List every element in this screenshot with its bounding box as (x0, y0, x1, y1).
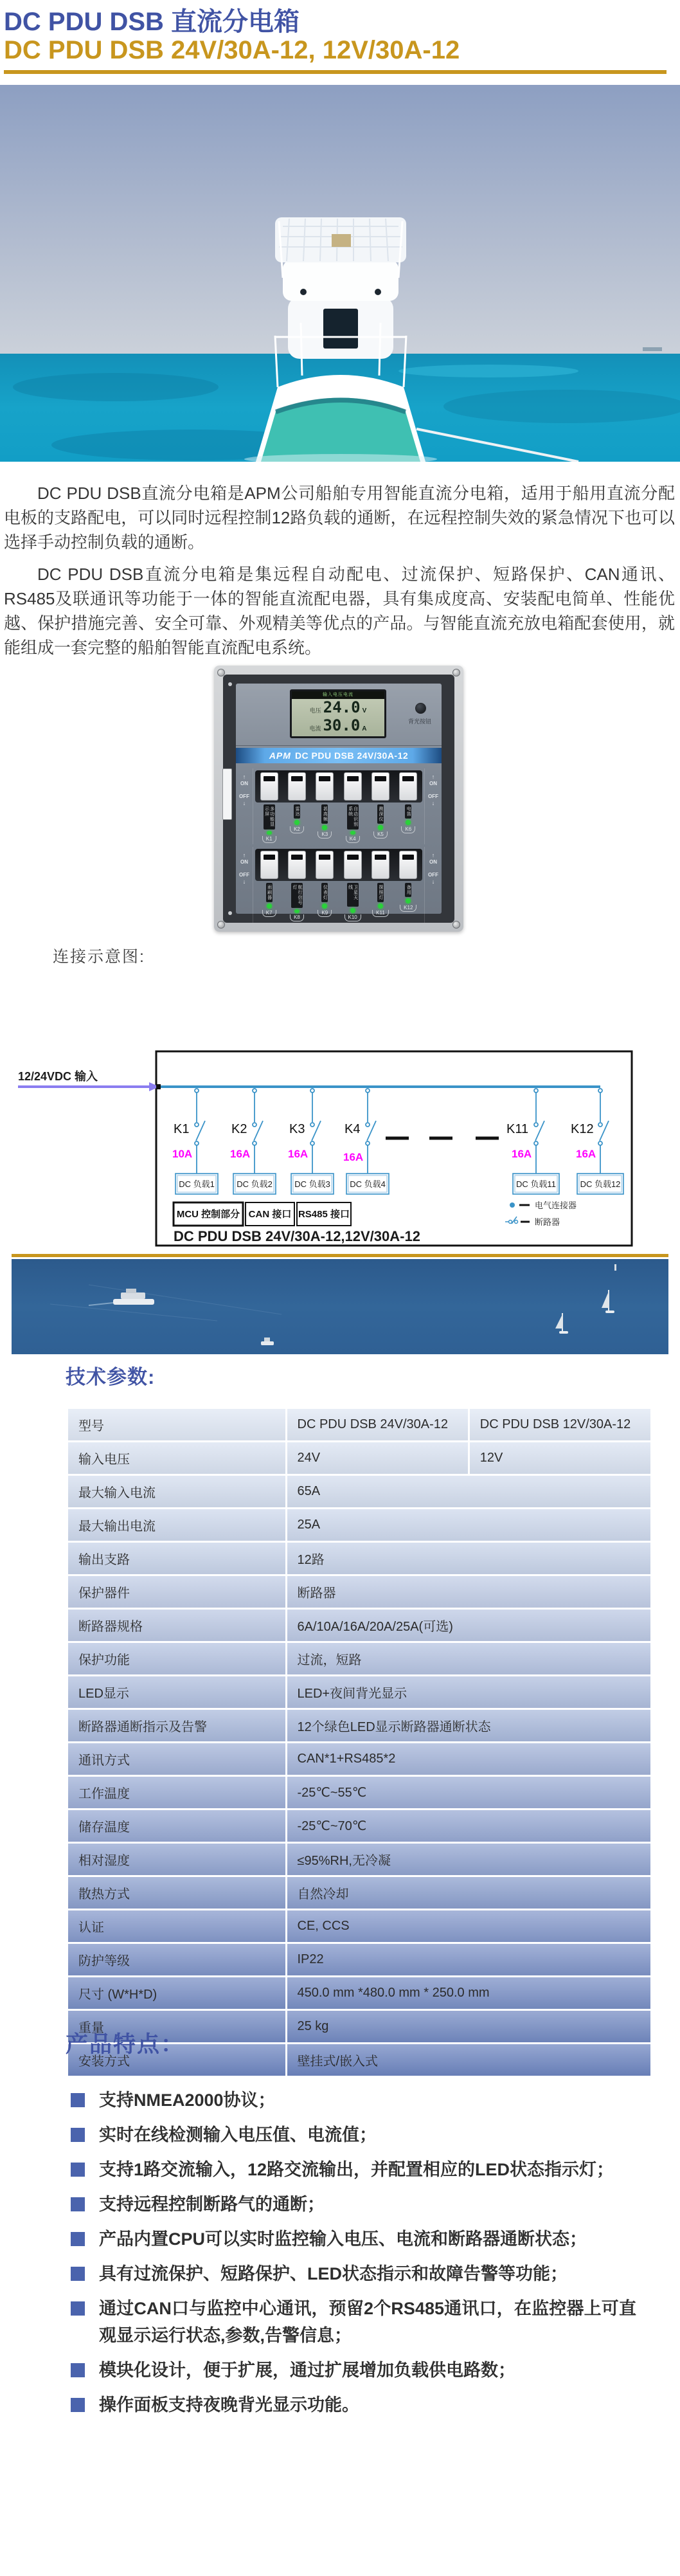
spec-value: CAN*1+RS485*2 (287, 1743, 651, 1775)
table-row (68, 1643, 650, 1674)
list-item (71, 2260, 636, 2287)
spec-value: 断路器 (287, 1576, 651, 1608)
backlight-button-label: 背光按钮 (407, 718, 431, 725)
features-heading: 产品特点： (66, 2032, 185, 2057)
can-box-label: CAN 接口 (248, 1209, 292, 1220)
diagram-title: DC PDU DSB 24V/30A-12,12V/30A-12 (174, 1228, 420, 1244)
feature-text: 产品内置CPU可以实时监控输入电压、电流和断路器通断状态； (99, 2229, 587, 2249)
up-arrow-icon: ↑ (242, 774, 246, 780)
breaker-switch (344, 772, 362, 801)
display-section (236, 684, 442, 746)
feature-text: 支持远程控制断路气的通断； (99, 2195, 325, 2214)
breaker-id: K1 (262, 836, 276, 843)
table-row (68, 1877, 650, 1909)
breaker-id: K3 (318, 831, 332, 839)
label-slot (222, 768, 232, 820)
breaker-switch (399, 851, 417, 879)
specs-table (66, 1407, 652, 2078)
bullet-square-icon (71, 2093, 85, 2107)
spec-value: 12个绿色LED显示断路器通断状态 (287, 1710, 651, 1741)
breaker-id: K6 (401, 826, 415, 833)
spec-value: ≤95%RH,无冷凝 (287, 1844, 651, 1875)
on-label: ON (429, 781, 437, 786)
voltage-value: 24.0 (323, 698, 361, 716)
led-indicator (322, 825, 327, 830)
breaker-row-1 (236, 768, 442, 844)
screw-icon (228, 682, 232, 686)
branch-name: K2 (231, 1122, 247, 1136)
intro-paragraph-2: DC PDU DSB直流分电箱是集远程自动配电、过流保护、短路保护、CAN通讯、RS485及联通讯等功能于一体的智能直流配电器，具有集成度高、安装配电简单、性能优越、保护措施完善、安全可靠、外观精美等优点的产品。与智能直流充放电箱配套使用，就能组成一套完整的船舶智能直流配电系统。 (4, 565, 675, 657)
features-list (71, 2087, 636, 2426)
breaker-switch (260, 851, 278, 879)
breaker-id: K2 (290, 826, 304, 833)
branch-amp: 16A (343, 1151, 364, 1163)
table-row (68, 1476, 650, 1507)
load-tag: 甚高频 (321, 804, 328, 824)
breaker-switch (316, 772, 334, 801)
breaker-id: K4 (346, 836, 360, 843)
breaker-row-2 (236, 847, 442, 923)
table-row (68, 1543, 650, 1574)
down-arrow-icon: ↓ (242, 800, 246, 806)
branch-name: K12 (571, 1122, 594, 1136)
breaker-switch (260, 772, 278, 801)
branch-amp: 16A (512, 1148, 532, 1160)
led-indicator (267, 903, 272, 909)
list-item (71, 2087, 636, 2114)
rs485-box-label: RS485 接口 (298, 1209, 350, 1220)
spec-value: 自然冷却 (287, 1877, 651, 1909)
load-label: DC 负载11 (516, 1179, 556, 1189)
off-label: OFF (428, 794, 438, 799)
spec-value: -25℃~55℃ (287, 1777, 651, 1808)
page-title: DC PDU DSB 直流分电箱 (4, 8, 300, 36)
load-tag: 航行信号灯 (291, 883, 303, 908)
spec-value: 25 kg (287, 2011, 651, 2042)
led-indicator (267, 831, 272, 835)
bullet-square-icon (71, 2363, 85, 2377)
backlight-button (415, 703, 426, 714)
bullet-square-icon (71, 2163, 85, 2177)
device-face (236, 684, 442, 920)
bullet-square-icon (71, 2128, 85, 2142)
spec-label: 重量 (68, 2011, 285, 2042)
load-tag: 雷达 (294, 804, 300, 819)
breaker-id: K5 (373, 831, 388, 839)
load-tag: 备用 (405, 883, 411, 897)
spec-label: 最大输入电流 (68, 1476, 285, 1507)
list-item (71, 2191, 636, 2218)
screw-icon (452, 669, 460, 676)
on-label: ON (240, 781, 248, 786)
breaker-switch (288, 772, 306, 801)
diagram-input-label: 12/24VDC 输入 (18, 1070, 98, 1083)
off-label: OFF (239, 872, 249, 878)
list-item (71, 2357, 636, 2384)
table-row (68, 1844, 650, 1875)
bullet-square-icon (71, 2267, 85, 2281)
led-indicator (350, 831, 355, 835)
on-label: ON (429, 859, 437, 865)
spec-value: 壁挂式/嵌入式 (287, 2044, 651, 2076)
up-arrow-icon: ↑ (242, 852, 246, 858)
screw-icon (452, 921, 460, 929)
breaker-id: K12 (400, 905, 416, 912)
spec-label: 尺寸 (W*H*D) (68, 1977, 285, 2009)
lcd-display (290, 689, 386, 738)
branch-name: K11 (506, 1122, 529, 1136)
load-tag: 测深仪 (377, 804, 384, 824)
breaker-switch (371, 851, 389, 879)
ocean-banner-image (12, 1259, 668, 1354)
breaker-id: K11 (372, 910, 389, 917)
load-label: DC 负载1 (179, 1179, 215, 1189)
up-arrow-icon: ↑ (431, 774, 435, 780)
spec-value: LED+夜间背光显示 (287, 1676, 651, 1708)
load-tag: 探照灯 (377, 883, 384, 902)
spec-value: 12V (470, 1442, 650, 1474)
current-label: 电流 (309, 725, 321, 732)
load-tag: 雨刷器 (266, 883, 273, 902)
spec-label: 断路器通断指示及告警 (68, 1710, 285, 1741)
led-indicator (378, 903, 383, 909)
spec-label: LED显示 (68, 1676, 285, 1708)
branch-amp: 16A (576, 1148, 596, 1160)
spec-label: 储存温度 (68, 1810, 285, 1842)
feature-text: 支持NMEA2000协议； (99, 2091, 276, 2110)
table-row (68, 1777, 650, 1808)
led-indicator (406, 820, 411, 825)
branch-name: K3 (289, 1122, 305, 1136)
table-row (68, 1810, 650, 1842)
list-item (71, 2295, 636, 2349)
spec-label: 相对湿度 (68, 1844, 285, 1875)
spec-value: DC PDU DSB 12V/30A-12 (470, 1409, 650, 1440)
spec-label: 保护器件 (68, 1576, 285, 1608)
spec-value: 65A (287, 1476, 651, 1507)
list-item (71, 2156, 636, 2183)
hero-boat-image (0, 85, 680, 462)
spec-label: 输出支路 (68, 1543, 285, 1574)
load-label: DC 负载12 (580, 1179, 621, 1189)
device-photo (214, 666, 463, 932)
branch-amp: 10A (172, 1148, 193, 1160)
spec-value: 12路 (287, 1543, 651, 1574)
specs-heading: 技术参数: (66, 1366, 156, 1388)
led-indicator (294, 820, 300, 825)
table-row (68, 1442, 650, 1474)
lcd-header: 输入电压电流 (292, 691, 384, 699)
breaker-id: K9 (318, 910, 332, 917)
branch-name: K1 (174, 1122, 190, 1136)
load-tag: 多功能显示屏 (264, 804, 275, 830)
feature-text: 支持1路交流输入，12路交流输出，并配置相应的LED状态指示灯； (99, 2160, 614, 2179)
load-label: DC 负载3 (294, 1179, 330, 1189)
spec-label: 安装方式 (68, 2044, 285, 2076)
spec-label: 认证 (68, 1910, 285, 1942)
table-row (68, 1610, 650, 1641)
off-label: OFF (428, 872, 438, 878)
feature-text: 实时在线检测输入电压值、电流值； (99, 2125, 377, 2145)
load-label: DC 负载2 (237, 1179, 273, 1189)
spec-label: 断路器规格 (68, 1610, 285, 1641)
spec-value: 24V (287, 1442, 468, 1474)
screw-icon (217, 921, 225, 929)
list-item (71, 2391, 636, 2418)
spec-value: 过流，短路 (287, 1643, 651, 1674)
connection-diagram (0, 1042, 680, 1258)
spec-label: 输入电压 (68, 1442, 285, 1474)
spec-value: DC PDU DSB 24V/30A-12 (287, 1409, 468, 1440)
list-item (71, 2226, 636, 2253)
intro-paragraph-1: DC PDU DSB直流分电箱是APM公司船舶专用智能直流分电箱，适用于船用直流分配电板的支路配电，可以同时远程控制12路负载的通断，在远程控制失效的紧急情况下也可以选择手动控制负载的通断。 (4, 484, 675, 552)
diagram-heading: 连接示意图: (53, 948, 145, 966)
load-tag: 卫星天线 (347, 883, 359, 907)
led-indicator (350, 908, 355, 913)
spec-label: 防护等级 (68, 1944, 285, 1975)
spec-label: 通讯方式 (68, 1743, 285, 1775)
intro-text (4, 481, 675, 667)
spec-value: CE, CCS (287, 1910, 651, 1942)
current-value: 30.0 (323, 716, 361, 734)
feature-text: 操作面板支持夜晚背光显示功能。 (99, 2395, 359, 2415)
voltage-unit: V (362, 707, 367, 714)
spec-label: 散热方式 (68, 1877, 285, 1909)
breaker-id: K8 (290, 914, 304, 921)
bullet-square-icon (71, 2232, 85, 2246)
bullet-square-icon (71, 2301, 85, 2316)
list-item (71, 2121, 636, 2148)
gold-divider (12, 1254, 668, 1257)
feature-text: 模块化设计，便于扩展，通过扩展增加负载供电路数； (99, 2361, 515, 2380)
model-stripe-text: DC PDU DSB 24V/30A-12 (294, 750, 409, 761)
bullet-square-icon (71, 2197, 85, 2211)
breaker-id: K10 (344, 914, 361, 921)
on-label: ON (240, 859, 248, 865)
down-arrow-icon: ↓ (431, 800, 435, 806)
table-row (68, 1676, 650, 1708)
branch-name: K4 (344, 1122, 361, 1136)
feature-text: 具有过流保护、短路保护、LED状态指示和故障告警等功能； (99, 2264, 568, 2283)
led-indicator (322, 903, 327, 909)
led-indicator (378, 825, 383, 830)
breaker-id: K7 (262, 910, 276, 917)
voltage-label: 电压 (309, 707, 321, 714)
down-arrow-icon: ↓ (431, 878, 435, 885)
load-label: DC 负载4 (350, 1179, 386, 1189)
spec-value: 450.0 mm *480.0 mm * 250.0 mm (287, 1977, 651, 2009)
breaker-switch (399, 772, 417, 801)
spec-label: 型号 (68, 1409, 285, 1440)
breaker-switch (288, 851, 306, 879)
led-indicator (294, 909, 300, 914)
mcu-box-label: MCU 控制部分 (176, 1209, 240, 1220)
down-arrow-icon: ↓ (242, 878, 246, 885)
table-row (68, 1910, 650, 1942)
load-tag: 电笛 (405, 804, 411, 819)
current-unit: A (362, 725, 367, 732)
table-row (68, 1509, 650, 1541)
page-subtitle: DC PDU DSB 24V/30A-12, 12V/30A-12 (4, 36, 667, 74)
branch-amp: 16A (288, 1148, 309, 1160)
breaker-switch (344, 851, 362, 879)
off-label: OFF (239, 794, 249, 799)
branch-amp: 16A (230, 1148, 251, 1160)
legend-connector-label: 电气连接器 (535, 1201, 577, 1210)
spec-label: 最大输出电流 (68, 1509, 285, 1541)
spec-value: 25A (287, 1509, 651, 1541)
table-row (68, 1743, 650, 1775)
table-row (68, 1409, 650, 1440)
up-arrow-icon: ↑ (431, 852, 435, 858)
bullet-square-icon (71, 2398, 85, 2412)
spec-value: 6A/10A/16A/20A/25A(可选) (287, 1610, 651, 1641)
screw-icon (228, 911, 232, 915)
table-row (68, 1576, 650, 1608)
brand-logo: APM (269, 750, 291, 761)
table-row (68, 1944, 650, 1975)
table-row (68, 1710, 650, 1741)
spec-label: 保护功能 (68, 1643, 285, 1674)
spec-label: 工作温度 (68, 1777, 285, 1808)
spec-value: -25℃~70℃ (287, 1810, 651, 1842)
load-tag: 仪表灯 (321, 883, 328, 902)
legend-breaker-label: 断路器 (535, 1217, 560, 1227)
breaker-switch (371, 772, 389, 801)
breaker-switch (316, 851, 334, 879)
feature-text: 通过CAN口与监控中心通讯，预留2个RS485通讯口，在监控器上可直观显示运行状态,参数,告警信息； (99, 2299, 636, 2345)
model-stripe (236, 748, 442, 763)
led-indicator (406, 898, 411, 903)
load-tag: 自动识别系统 (347, 804, 359, 830)
spec-value: IP22 (287, 1944, 651, 1975)
table-row (68, 1977, 650, 2009)
